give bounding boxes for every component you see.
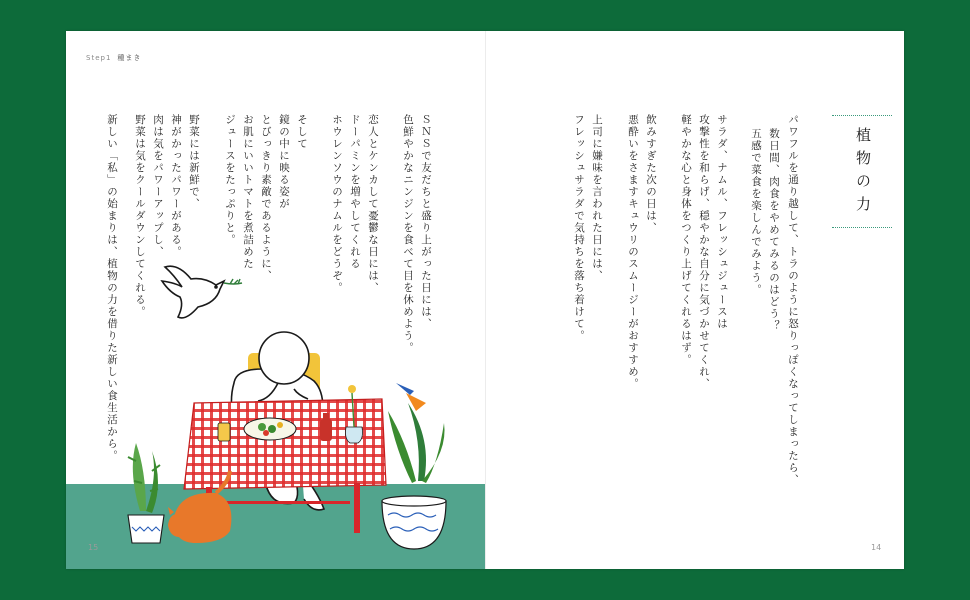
dining-illustration bbox=[66, 31, 904, 569]
left-text-col-11: 野菜には新鮮で、 bbox=[188, 114, 200, 210]
right-text-col-7: 飲みすぎた次の日は、 bbox=[645, 114, 657, 234]
book-spread bbox=[66, 31, 904, 569]
right-text-col-8: 悪酔いをさますキュウリのスムージーがおすすめ。 bbox=[627, 114, 639, 390]
salad-plate bbox=[244, 418, 296, 440]
juice-glass bbox=[218, 423, 230, 441]
right-text-col-6: 軽やかな心と身体をつくり上げてくれるはず。 bbox=[680, 114, 692, 366]
right-text-col-9: 上司に嫌味を言われた日には、 bbox=[591, 114, 603, 282]
header-step: Step1 bbox=[86, 54, 112, 62]
left-text-col-1: ＳＮＳで友だちと盛り上がった日には、 bbox=[420, 114, 432, 330]
left-text-col-7: 鏡の中に映る姿が bbox=[278, 114, 290, 210]
right-text-col-10: フレッシュサラダで気持ちを落ち着けて。 bbox=[573, 114, 585, 342]
left-text-col-14: 野菜は気をクールダウンしてくれる。 bbox=[134, 114, 146, 318]
left-text-col-6: そして bbox=[296, 114, 308, 150]
left-text-col-13: 肉は気をパワーアップし、 bbox=[152, 114, 164, 258]
left-text-col-4: ドーパミンを増やしてくれる bbox=[349, 114, 361, 270]
left-text-col-12: 神がかったパワーがある。 bbox=[170, 114, 182, 258]
right-text-col-5: 攻撃性を和らげ、穏やかな自分に気づかせてくれ、 bbox=[698, 114, 710, 390]
left-text-col-10: ジュースをたっぷりと。 bbox=[224, 114, 236, 246]
right-text-col-1: パワフルを通り越して、トラのように怒りっぽくなってしまったら、 bbox=[787, 114, 799, 486]
left-text-col-8: とびっきり素敵であるように、 bbox=[260, 114, 272, 282]
left-text-col-9: お肌にいいトマトを煮詰めた bbox=[242, 114, 254, 270]
right-text-col-2: 数日間、肉食をやめてみるのはどう？ bbox=[768, 128, 780, 332]
herb-pot bbox=[128, 443, 164, 543]
page-title: 植物の力 bbox=[854, 127, 872, 219]
bird-of-paradise-plant bbox=[382, 383, 446, 549]
dove-illustration bbox=[162, 266, 242, 318]
page-number-right: 14 bbox=[871, 543, 882, 552]
left-text-col-5: ホウレンソウのナムルをどうぞ。 bbox=[331, 114, 343, 294]
right-text-col-3: 五感で菜食を楽しんでみよう。 bbox=[750, 128, 762, 296]
right-text-col-4: サラダ、ナムル、フレッシュジュースは bbox=[716, 114, 728, 330]
page-number-left: 15 bbox=[88, 543, 99, 552]
left-text-col-3: 恋人とケンカして憂鬱な日には、 bbox=[367, 114, 379, 294]
left-text-col-2: 色鮮やかなニンジンを食べて目を休めよう。 bbox=[402, 114, 414, 354]
left-text-col-15: 新しい「私」の始まりは、植物の力を借りた新しい食生活から。 bbox=[106, 114, 118, 462]
header-section: 種まき bbox=[117, 54, 142, 62]
